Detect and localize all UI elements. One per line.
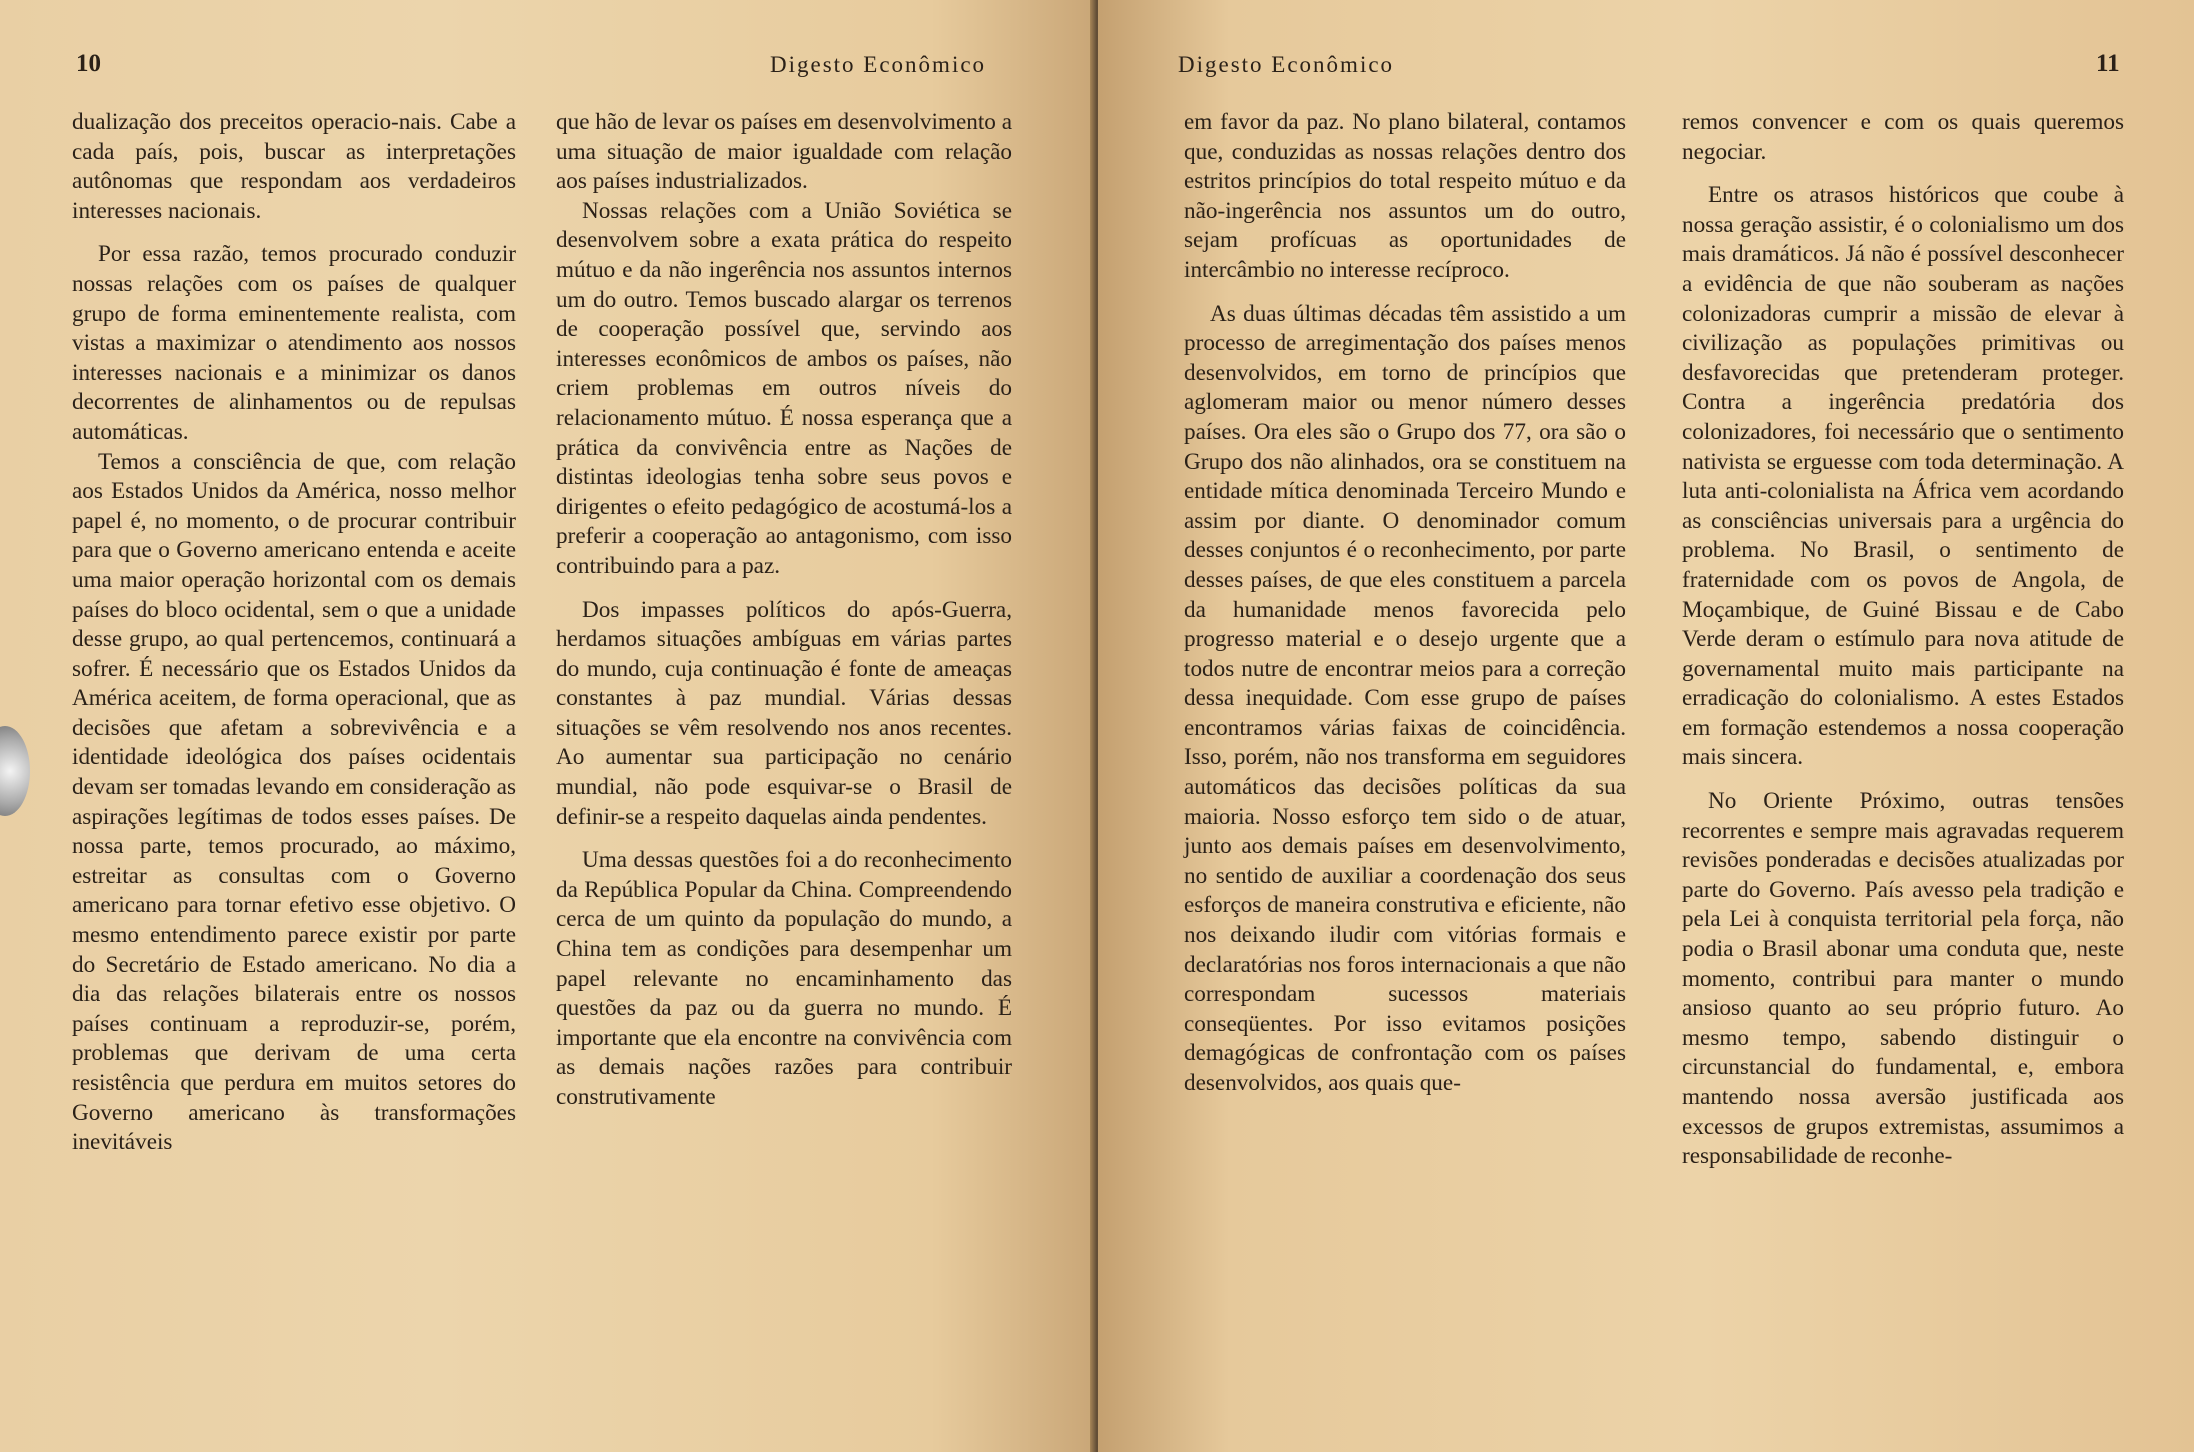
paragraph: dualização dos preceitos operacio-nais. Cabe a cada país, pois, buscar as interpretações autônomas que respondam aos verdadeiros interesses nacionais. bbox=[72, 109, 516, 224]
paragraph: Por essa razão, temos procurado conduzir nossas relações com os países de qualquer grupo de forma eminentemente realista, com vistas a maximizar o atendimento aos nossos interesses nacionais e a minimizar os danos decorrentes de alinhamentos ou de repulsas automáticas. bbox=[72, 241, 516, 445]
paragraph: que hão de levar os países em desenvolvimento a uma situação de maior igualdade com relação aos países industrializados. bbox=[556, 109, 1012, 195]
page-number-right: 11 bbox=[2096, 50, 2120, 77]
left-column-2 bbox=[556, 108, 1012, 1113]
paragraph: Temos a consciência de que, com relação aos Estados Unidos da América, nosso melhor papel é, no momento, o de procurar contribuir para que o Governo americano entenda e aceite uma maior operação horizontal com os demais países do bloco ocidental, sem o que a unidade desse grupo, ao qual pertencemos, continuará a sofrer. É necessário que os Estados Unidos da América aceitem, de forma operacional, que as decisões que afetam a sobrevivência e a identidade ideológica dos países ocidentais devam ser tomadas levando em consideração as aspirações legítimas de todos esses países. De nossa parte, temos procurado, ao máximo, estreitar as consultas com o Governo americano para tornar efetivo esse objetivo. O mesmo entendimento parece existir por parte do Secretário de Estado americano. No dia a dia das relações bilaterais entre os nossos países continuam a reproduzir-se, porém, problemas que derivam de uma certa resistência que perdura em muitos setores do Governo americano às transformações inevitáveis bbox=[72, 448, 516, 1156]
paragraph: Nossas relações com a União Soviética se desenvolvem sobre a exata prática do respeito mútuo e da não ingerência nos assuntos internos um do outro. Temos buscado alargar os terrenos de cooperação possível que, servindo aos interesses econômicos de ambos os países, não criem problemas em outros níveis do relacionamento mútuo. É nossa esperança que a prática da convivência entre as Nações de distintas ideologias tenha sobre seus povos e dirigentes o efeito pedagógico de acostumá-los a preferir a cooperação ao antagonismo, com isso contribuindo para a paz. bbox=[556, 197, 1012, 579]
paragraph: As duas últimas décadas têm assistido a um processo de arregimentação dos países menos desenvolvidos, em torno de princípios que aglomeram maior ou menor número desses países. Ora eles são o Grupo dos 77, ora são o Grupo dos não alinhados, ora se constituem na entidade mítica denominada Terceiro Mundo e assim por diante. O denominador comum desses conjuntos é o reconhecimento, por parte desses países, de que eles constituem a parcela da humanidade menos favorecida pelo progresso material e o desejo urgente que a todos nutre de encontrar meios para a correção dessa inequidade. Com esse grupo de países encontramos várias faixas de coincidência. Isso, porém, não nos transforma em seguidores automáticos das decisões políticas da sua maioria. Nosso esforço tem sido o de atuar, junto aos demais países em desenvolvimento, no sentido de auxiliar a coordenação dos seus esforços de maneira construtiva e eficiente, não nos deixando iludir com vitórias formais e declaratórias nos foros internacionais a que não correspondam sucessos materiais conseqüentes. Por isso evitamos posições demagógicas de confrontação com os países desenvolvidos, aos quais que- bbox=[1184, 300, 1626, 1096]
paragraph: No Oriente Próximo, outras tensões recorrentes e sempre mais agravadas requerem revisões ponderadas e decisões atualizadas por parte do Governo. País avesso pela tradição e pela Lei à conquista territorial pela força, não podia o Brasil abonar uma conduta que, neste momento, contribui para manter o mundo ansioso quanto ao seu próprio futuro. Ao mesmo tempo, sabendo distinguir o circunstancial do fundamental, e, embora mantendo nossa aversão justificada aos excessos de grupos extremistas, assumimos a responsabilidade de reconhe- bbox=[1682, 788, 2124, 1170]
right-column-1 bbox=[1184, 108, 1626, 1099]
paragraph: em favor da paz. No plano bilateral, contamos que, conduzidas as nossas relações dentro dos estritos princípios do total respeito mútuo e da não-ingerência nos assuntos um do outro, sejam profícuas as oportunidades de intercâmbio no interesse recíproco. bbox=[1184, 109, 1626, 283]
binder-clip bbox=[0, 726, 30, 816]
right-page bbox=[1098, 0, 2194, 1452]
left-column-1 bbox=[72, 108, 516, 1158]
paragraph: remos convencer e com os quais queremos negociar. bbox=[1682, 109, 2124, 165]
paragraph: Uma dessas questões foi a do reconhecimento da República Popular da China. Compreendendo cerca de um quinto da população do mundo, a China tem as condições para desempenhar um papel relevante no encaminhamento das questões da paz ou da guerra no mundo. É importante que ela encontre na convivência com as demais nações razões para contribuir construtivamente bbox=[556, 847, 1012, 1110]
page-number-left: 10 bbox=[76, 50, 101, 77]
running-head-right: Digesto Econômico bbox=[1178, 52, 1395, 77]
running-head-left: Digesto Econômico bbox=[770, 52, 987, 77]
paragraph: Entre os atrasos históricos que coube à nossa geração assistir, é o colonialismo um dos mais dramáticos. Já não é possível desconhecer a evidência de que não souberam as nações colonizadoras cumprir a missão de elevar à civilização as populações primitivas ou desfavorecidas que pretenderam proteger. Contra a ingerência predatória dos colonizadores, foi necessário que o sentimento nativista se erguesse com toda determinação. A luta anti-colonialista na África vem acordando as consciências universais para a urgência do problema. No Brasil, o sentimento de fraternidade com os povos de Angola, de Moçambique, de Guiné Bissau e de Cabo Verde deram o estímulo para nova atitude de governamental muito mais participante na erradicação do colonialismo. A estes Estados em formação estendemos a nossa cooperação mais sincera. bbox=[1682, 182, 2124, 771]
paragraph: Dos impasses políticos do após-Guerra, herdamos situações ambíguas em várias partes do mundo, cuja continuação é fonte de ameaças constantes à paz mundial. Várias dessas situações se vêm resolvendo nos anos recentes. Ao aumentar sua participação no cenário mundial, não pode esquivar-se o Brasil de definir-se a respeito daquelas ainda pendentes. bbox=[556, 596, 1012, 830]
right-column-2 bbox=[1682, 108, 2124, 1172]
left-page bbox=[0, 0, 1096, 1452]
